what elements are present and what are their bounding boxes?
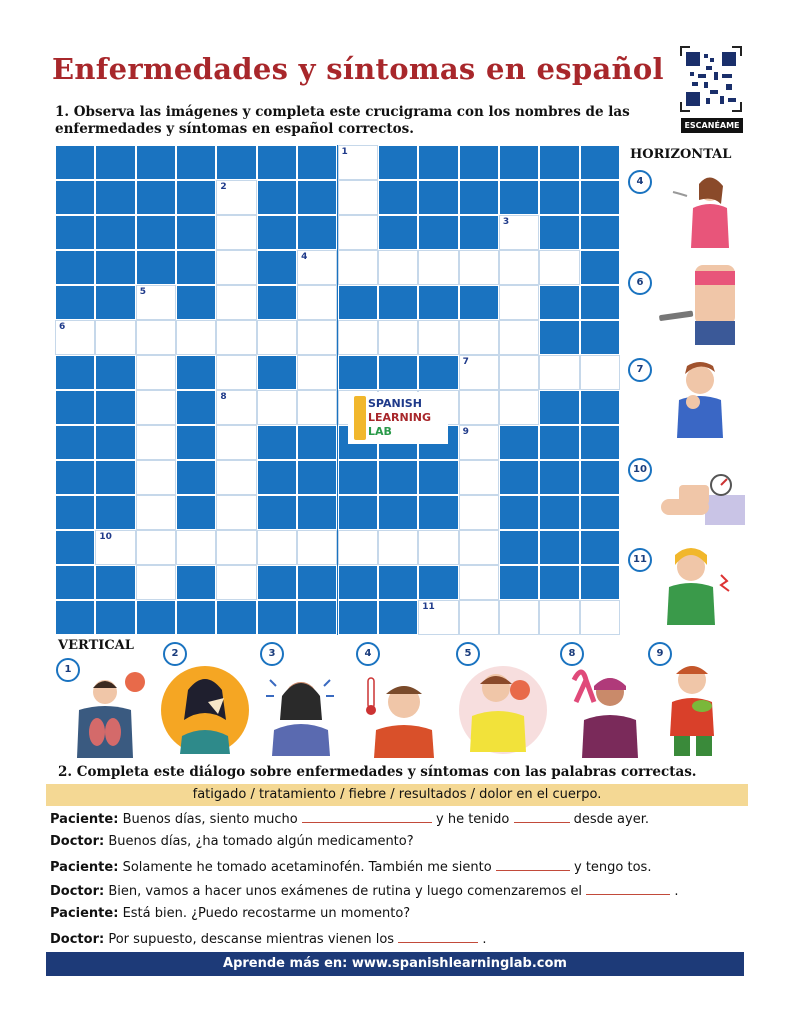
crossword-cell[interactable] (216, 355, 256, 390)
horizontal-clue-number: 10 (628, 458, 652, 482)
crossword-block (176, 495, 216, 530)
crossword-block (580, 565, 620, 600)
crossword-block (257, 355, 297, 390)
vertical-clue-number: 8 (560, 642, 584, 666)
crossword-block (459, 285, 499, 320)
vertical-label: VERTICAL (58, 638, 134, 653)
crossword-block (459, 180, 499, 215)
crossword-cell[interactable] (136, 530, 176, 565)
clue-number: 2 (220, 182, 227, 192)
dialogue-text: Buenos días, siento mucho (122, 812, 298, 827)
crossword-block (499, 180, 539, 215)
heartburn-icon (458, 640, 548, 760)
horizontal-clue-number: 11 (628, 548, 652, 572)
instruction-1: 1. Observa las imágenes y completa este crucigrama con los nombres de las enfermedades y síntomas en español correctos. (55, 104, 630, 137)
crossword-cell[interactable] (136, 495, 176, 530)
clue-number: 7 (462, 357, 469, 367)
crossword-cell[interactable] (378, 320, 418, 355)
crossword-cell[interactable] (216, 180, 256, 215)
crossword-block (418, 565, 458, 600)
clue-number: 10 (99, 532, 112, 542)
crossword-cell[interactable] (297, 320, 337, 355)
crossword-block (539, 180, 579, 215)
crossword-cell[interactable] (257, 530, 297, 565)
crossword-block (257, 285, 297, 320)
crossword-cell[interactable] (136, 355, 176, 390)
dialogue-text: Solamente he tomado acetaminofén. También me siento (122, 860, 492, 875)
crossword-cell[interactable] (459, 600, 499, 635)
crossword-block (459, 145, 499, 180)
vomiting-child-icon (650, 640, 740, 760)
crossword-block (418, 285, 458, 320)
crossword-cell[interactable] (580, 355, 620, 390)
crossword-cell[interactable] (176, 320, 216, 355)
crossword-block (297, 565, 337, 600)
crossword-block (55, 355, 95, 390)
crossword-block (338, 460, 378, 495)
crossword-block (418, 355, 458, 390)
crossword-cell[interactable] (216, 250, 256, 285)
crossword-block (257, 460, 297, 495)
spanish-learning-lab-logo (348, 392, 448, 444)
crossword-block (539, 460, 579, 495)
lungs-icon (65, 640, 155, 760)
crossword-block (95, 250, 135, 285)
crossword-block (539, 495, 579, 530)
crossword-block (55, 425, 95, 460)
crossword-block (55, 215, 95, 250)
crossword-block (297, 600, 337, 635)
crossword-cell[interactable] (499, 215, 539, 250)
crossword-block (580, 285, 620, 320)
crossword-cell[interactable] (338, 250, 378, 285)
crossword-block (297, 145, 337, 180)
speaker: Paciente: (50, 860, 119, 875)
crossword-cell[interactable] (459, 460, 499, 495)
crossword-cell[interactable] (418, 320, 458, 355)
speaker: Paciente: (50, 906, 119, 921)
crossword-block (338, 495, 378, 530)
crossword-cell[interactable] (539, 600, 579, 635)
dialogue-text: . (482, 932, 487, 947)
dialogue-line-1 (50, 810, 750, 828)
crossword-block (176, 565, 216, 600)
crossword-cell[interactable] (136, 285, 176, 320)
clue-number: 1 (341, 147, 348, 157)
crossword-cell[interactable] (338, 180, 378, 215)
instruction-2: 2. Completa este diálogo sobre enfermedades y síntomas con las palabras correctas. (58, 764, 697, 780)
answer-blank[interactable] (586, 882, 670, 895)
horizontal-clue-number: 6 (628, 271, 652, 295)
coughing-person-icon (655, 170, 745, 250)
crossword-block (378, 460, 418, 495)
crossword-block (136, 145, 176, 180)
crossword-block (257, 250, 297, 285)
crossword-cell[interactable] (297, 355, 337, 390)
crossword-block (95, 180, 135, 215)
crossword-block (257, 215, 297, 250)
crossword-block (176, 600, 216, 635)
crossword-cell[interactable] (338, 215, 378, 250)
crossword-block (95, 425, 135, 460)
crossword-block (499, 530, 539, 565)
logo-line-2: LEARNING (368, 411, 432, 424)
injection-icon (655, 265, 745, 345)
clue-number: 6 (59, 322, 66, 332)
vertical-clue-number: 3 (260, 642, 284, 666)
logo-line-3: LAB (368, 425, 392, 438)
crossword-block (580, 145, 620, 180)
crossword-block (136, 250, 176, 285)
blood-pressure-icon (655, 455, 745, 535)
crossword-block (95, 600, 135, 635)
crossword-block (176, 180, 216, 215)
crossword-block (338, 600, 378, 635)
word-bank: fatigado / tratamiento / fiebre / resultados / dolor en el cuerpo. (46, 784, 748, 806)
crossword-block (539, 425, 579, 460)
crossword-block (136, 215, 176, 250)
horizontal-label: HORIZONTAL (630, 147, 732, 162)
crossword-block (338, 285, 378, 320)
page-title: Enfermedades y síntomas en español (52, 52, 664, 86)
crossword-block (257, 565, 297, 600)
crossword-cell[interactable] (216, 530, 256, 565)
crossword-block (216, 600, 256, 635)
clue-number: 8 (220, 392, 227, 402)
crossword-block (539, 390, 579, 425)
crossword-cell[interactable] (297, 250, 337, 285)
dialogue-text: desde ayer. (573, 812, 650, 827)
vertical-clue-number: 5 (456, 642, 480, 666)
speaker: Paciente: (50, 812, 119, 827)
speaker: Doctor: (50, 884, 105, 899)
crossword-block (378, 600, 418, 635)
crossword-block (55, 530, 95, 565)
clue-number: 5 (139, 287, 146, 297)
crossword-block (378, 145, 418, 180)
dialogue-line-3 (50, 858, 750, 876)
crossword-cell[interactable] (459, 565, 499, 600)
crossword-block (378, 355, 418, 390)
crossword-cell[interactable] (95, 530, 135, 565)
crossword-block (418, 180, 458, 215)
crossword-cell[interactable] (257, 320, 297, 355)
crossword-block (499, 495, 539, 530)
dialogue-text: . (674, 884, 679, 899)
crossword-block (257, 180, 297, 215)
crossword-block (580, 390, 620, 425)
crossword-block (95, 355, 135, 390)
crossword-cell[interactable] (216, 425, 256, 460)
vertical-clue-number: 2 (163, 642, 187, 666)
crossword-block (580, 215, 620, 250)
crossword-block (55, 285, 95, 320)
crossword-cell[interactable] (338, 530, 378, 565)
crossword-block (418, 495, 458, 530)
dialogue-text: Buenos días, ¿ha tomado algún medicamento? (108, 834, 414, 849)
answer-blank[interactable] (302, 810, 432, 823)
answer-blank[interactable] (496, 858, 570, 871)
crossword-cell[interactable] (459, 530, 499, 565)
crossword-cell[interactable] (297, 530, 337, 565)
crossword-block (580, 320, 620, 355)
crossword-block (297, 460, 337, 495)
crossword-cell[interactable] (459, 250, 499, 285)
crossword-block (95, 285, 135, 320)
dialogue-text: y tengo tos. (574, 860, 652, 875)
logo-line-1: SPANISH (368, 397, 422, 410)
crossword-cell[interactable] (136, 425, 176, 460)
crossword-block (378, 215, 418, 250)
crossword-cell[interactable] (216, 565, 256, 600)
crossword-block (580, 460, 620, 495)
crossword-block (55, 495, 95, 530)
dialogue-line-5 (50, 906, 750, 922)
crossword-cell[interactable] (55, 320, 95, 355)
dialogue-text: Está bien. ¿Puedo recostarme un momento? (122, 906, 411, 921)
crossword-block (95, 495, 135, 530)
stomachache-child-icon (655, 545, 745, 625)
horizontal-clue-number: 4 (628, 170, 652, 194)
crossword-cell[interactable] (216, 320, 256, 355)
crossword-block (95, 565, 135, 600)
crossword-cell[interactable] (216, 285, 256, 320)
crossword-block (297, 425, 337, 460)
crossword-block (580, 250, 620, 285)
crossword-block (176, 355, 216, 390)
answer-blank[interactable] (514, 810, 570, 823)
crossword-block (176, 460, 216, 495)
crossword-block (378, 565, 418, 600)
crossword-block (580, 530, 620, 565)
vertical-clue-number: 4 (356, 642, 380, 666)
crossword-block (176, 145, 216, 180)
crossword-block (176, 390, 216, 425)
crossword-cell[interactable] (539, 355, 579, 390)
crossword-block (136, 180, 176, 215)
crossword-cell[interactable] (459, 495, 499, 530)
crossword-block (136, 600, 176, 635)
crossword-block (338, 565, 378, 600)
clue-number: 9 (462, 427, 469, 437)
crossword-block (95, 460, 135, 495)
crossword-cell[interactable] (216, 390, 256, 425)
crossword-grid (55, 145, 620, 635)
crossword-cell[interactable] (539, 250, 579, 285)
crossword-block (378, 285, 418, 320)
crossword-block (176, 285, 216, 320)
crossword-block (539, 215, 579, 250)
pencil-icon (354, 396, 366, 440)
speaker: Doctor: (50, 834, 105, 849)
crossword-block (216, 145, 256, 180)
crossword-cell[interactable] (459, 320, 499, 355)
crossword-cell[interactable] (499, 390, 539, 425)
dialogue-line-2 (50, 834, 750, 850)
crossword-block (55, 460, 95, 495)
clue-number: 11 (422, 602, 435, 612)
crossword-block (55, 390, 95, 425)
dialogue-text: Bien, vamos a hacer unos exámenes de rutina y luego comenzaremos el (108, 884, 583, 899)
crossword-cell[interactable] (176, 530, 216, 565)
vertical-clue-number: 1 (56, 658, 80, 682)
crossword-block (539, 145, 579, 180)
crossword-block (55, 180, 95, 215)
crossword-cell[interactable] (136, 390, 176, 425)
crossword-block (418, 460, 458, 495)
crossword-cell[interactable] (257, 390, 297, 425)
crossword-cell[interactable] (499, 600, 539, 635)
crossword-cell[interactable] (136, 460, 176, 495)
allergy-icon (160, 640, 250, 760)
cancer-ribbon-icon (556, 640, 646, 760)
horizontal-clue-number: 7 (628, 358, 652, 382)
crossword-cell[interactable] (95, 320, 135, 355)
crossword-block (580, 425, 620, 460)
crossword-cell[interactable] (418, 600, 458, 635)
crossword-block (95, 390, 135, 425)
dialogue-text: Por supuesto, descanse mientras vienen los (108, 932, 395, 947)
crossword-cell[interactable] (297, 285, 337, 320)
crossword-block (55, 565, 95, 600)
crossword-block (539, 530, 579, 565)
crossword-cell[interactable] (216, 460, 256, 495)
crossword-cell[interactable] (459, 425, 499, 460)
dialogue-line-4 (50, 882, 750, 900)
crossword-cell[interactable] (136, 565, 176, 600)
crossword-block (459, 215, 499, 250)
crossword-cell[interactable] (216, 495, 256, 530)
speaker: Doctor: (50, 932, 105, 947)
crossword-block (55, 600, 95, 635)
qr-label: ESCANÉAME (681, 118, 743, 133)
crossword-cell[interactable] (378, 250, 418, 285)
crossword-block (499, 460, 539, 495)
crossword-cell[interactable] (499, 285, 539, 320)
crossword-block (499, 565, 539, 600)
crossword-block (418, 145, 458, 180)
crossword-block (297, 180, 337, 215)
crossword-block (338, 355, 378, 390)
crossword-block (499, 425, 539, 460)
crossword-cell[interactable] (418, 250, 458, 285)
crossword-block (257, 145, 297, 180)
crossword-block (539, 320, 579, 355)
crossword-cell[interactable] (499, 250, 539, 285)
crossword-cell[interactable] (216, 215, 256, 250)
crossword-cell[interactable] (459, 355, 499, 390)
crossword-block (418, 215, 458, 250)
crossword-cell[interactable] (338, 320, 378, 355)
crossword-block (95, 215, 135, 250)
crossword-block (176, 425, 216, 460)
qr-code-icon[interactable] (680, 46, 742, 112)
crossword-block (297, 495, 337, 530)
headache-icon (256, 640, 346, 760)
dialogue-line-6 (50, 930, 750, 948)
crossword-block (378, 180, 418, 215)
crossword-cell[interactable] (459, 390, 499, 425)
vertical-clue-number: 9 (648, 642, 672, 666)
crossword-block (297, 215, 337, 250)
crossword-cell[interactable] (297, 390, 337, 425)
crossword-block (55, 250, 95, 285)
crossword-cell[interactable] (580, 600, 620, 635)
clue-number: 4 (301, 252, 308, 262)
crossword-block (499, 145, 539, 180)
crossword-block (55, 145, 95, 180)
crossword-block (539, 285, 579, 320)
crossword-block (176, 215, 216, 250)
crossword-cell[interactable] (136, 320, 176, 355)
crossword-cell[interactable] (338, 145, 378, 180)
dialogue-text: y he tenido (436, 812, 510, 827)
crossword-block (257, 495, 297, 530)
crossword-block (95, 145, 135, 180)
crossword-cell[interactable] (418, 530, 458, 565)
sneezing-child-icon (655, 360, 745, 440)
crossword-cell[interactable] (378, 530, 418, 565)
crossword-block (580, 180, 620, 215)
crossword-block (257, 425, 297, 460)
crossword-cell[interactable] (499, 355, 539, 390)
footer-banner[interactable]: Aprende más en: www.spanishlearninglab.com (46, 952, 744, 976)
crossword-block (539, 565, 579, 600)
crossword-block (257, 600, 297, 635)
crossword-cell[interactable] (499, 320, 539, 355)
crossword-block (580, 495, 620, 530)
answer-blank[interactable] (398, 930, 478, 943)
crossword-block (176, 250, 216, 285)
crossword-block (378, 495, 418, 530)
clue-number: 3 (502, 217, 510, 227)
fever-thermometer-icon (354, 640, 444, 760)
